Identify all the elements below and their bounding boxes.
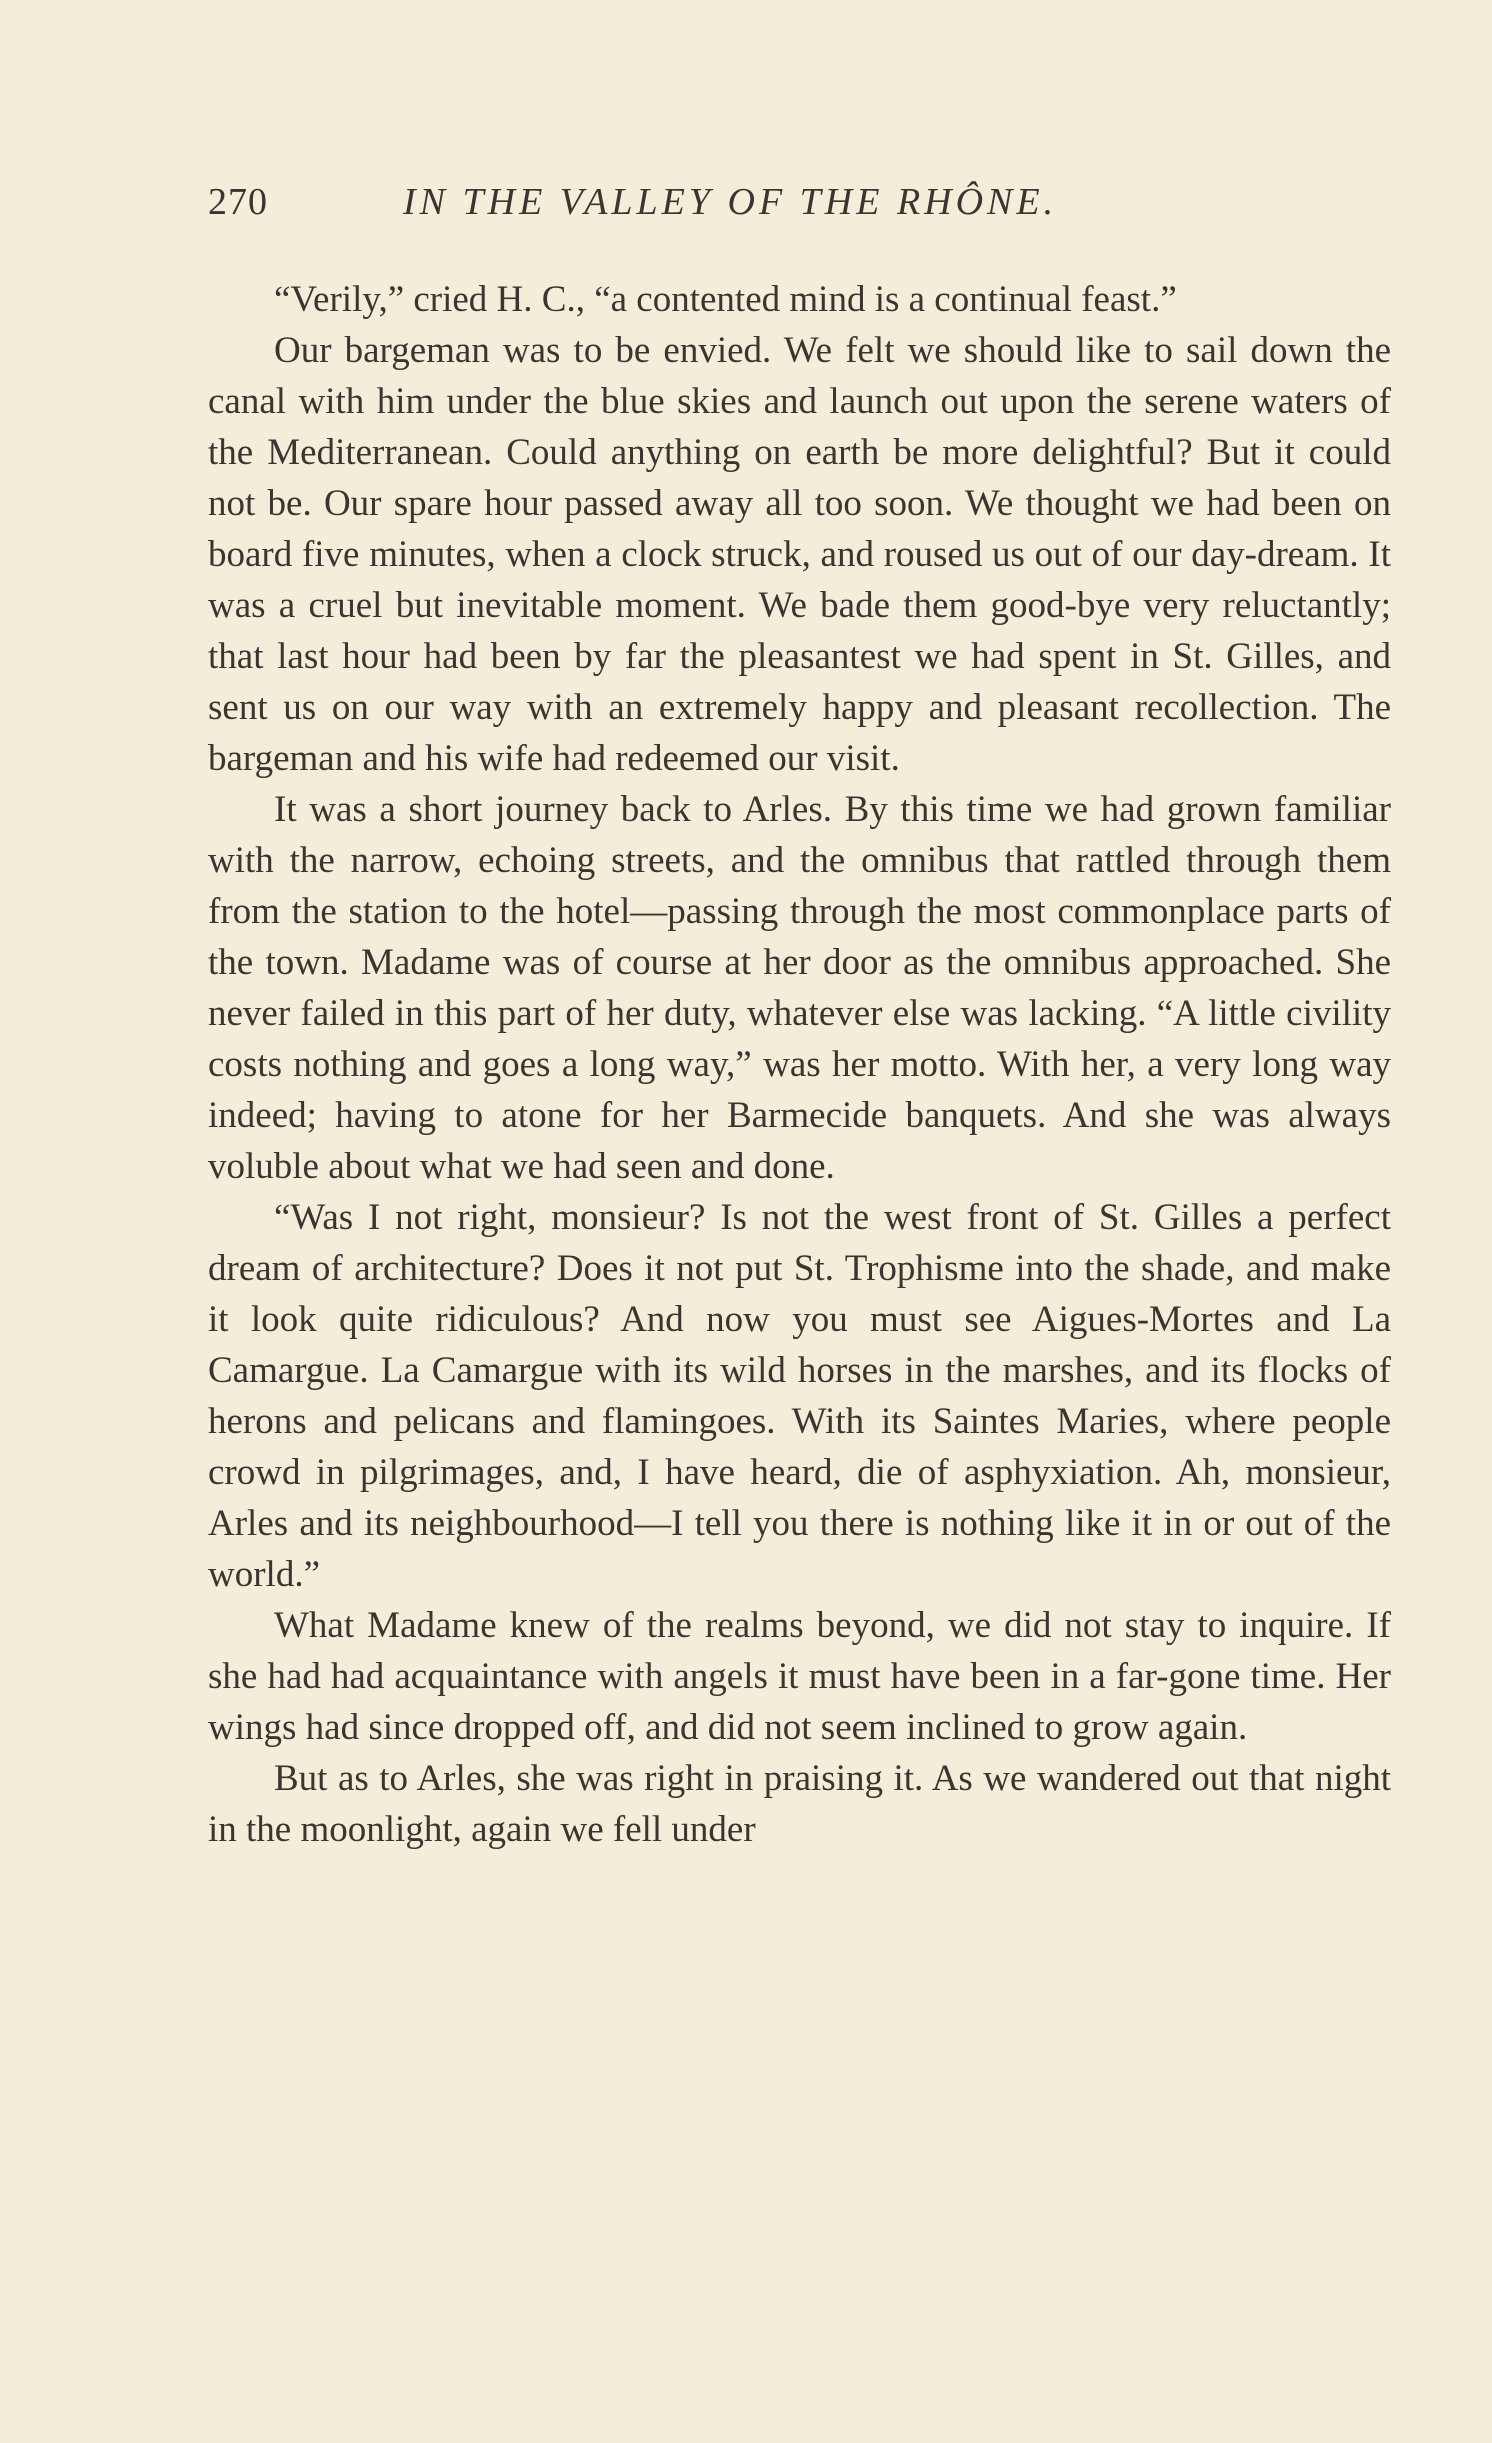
paragraph: “Was I not right, monsieur? Is not the west front of St. Gilles a perfect dream of architecture? Does it not put St. Trophisme into the shade, and make it look quite ridiculous? And now you must see Aigues-Mortes and La Camargue. La Camargue with its wild horses in the marshes, and its flocks of herons and pelicans and flamingoes. With its Saintes Maries, where people crowd in pilgrimages, and, I have heard, die of asphyxiation. Ah, monsieur, Arles and its neighbourhood—I tell you there is nothing like it in or out of the world.” bbox=[208, 1197, 1391, 1595]
page-header bbox=[208, 180, 1388, 240]
running-title: IN THE VALLEY OF THE RHÔNE. bbox=[403, 181, 1058, 223]
body-text bbox=[208, 274, 1391, 1855]
paragraph: What Madame knew of the realms beyond, we did not stay to inquire. If she had had acquaintance with angels it must have been in a far-gone time. Her wings had since dropped off, and did not seem inclined to grow again. bbox=[208, 1605, 1391, 1748]
paragraph: “Verily,” cried H. C., “a contented mind is a continual feast.” bbox=[274, 279, 1177, 320]
paragraph: But as to Arles, she was right in praising it. As we wandered out that night in the moonlight, again we fell under bbox=[208, 1758, 1391, 1850]
page-number: 270 bbox=[208, 181, 268, 223]
paragraph: It was a short journey back to Arles. By this time we had grown familiar with the narrow, echoing streets, and the omnibus that rattled through them from the station to the hotel—passing through the most commonplace parts of the town. Madame was of course at her door as the omnibus approached. She never failed in this part of her duty, whatever else was lacking. “A little civility costs nothing and goes a long way,” was her motto. With her, a very long way indeed; having to atone for her Barmecide banquets. And she was always voluble about what we had seen and done. bbox=[208, 789, 1391, 1187]
paragraph: Our bargeman was to be envied. We felt we should like to sail down the canal with him under the blue skies and launch out upon the serene waters of the Mediterranean. Could anything on earth be more delightful? But it could not be. Our spare hour passed away all too soon. We thought we had been on board five minutes, when a clock struck, and roused us out of our day-dream. It was a cruel but inevitable moment. We bade them good-bye very reluctantly; that last hour had been by far the pleasantest we had spent in St. Gilles, and sent us on our way with an extremely happy and pleasant recollection. The bargeman and his wife had redeemed our visit. bbox=[208, 330, 1391, 779]
